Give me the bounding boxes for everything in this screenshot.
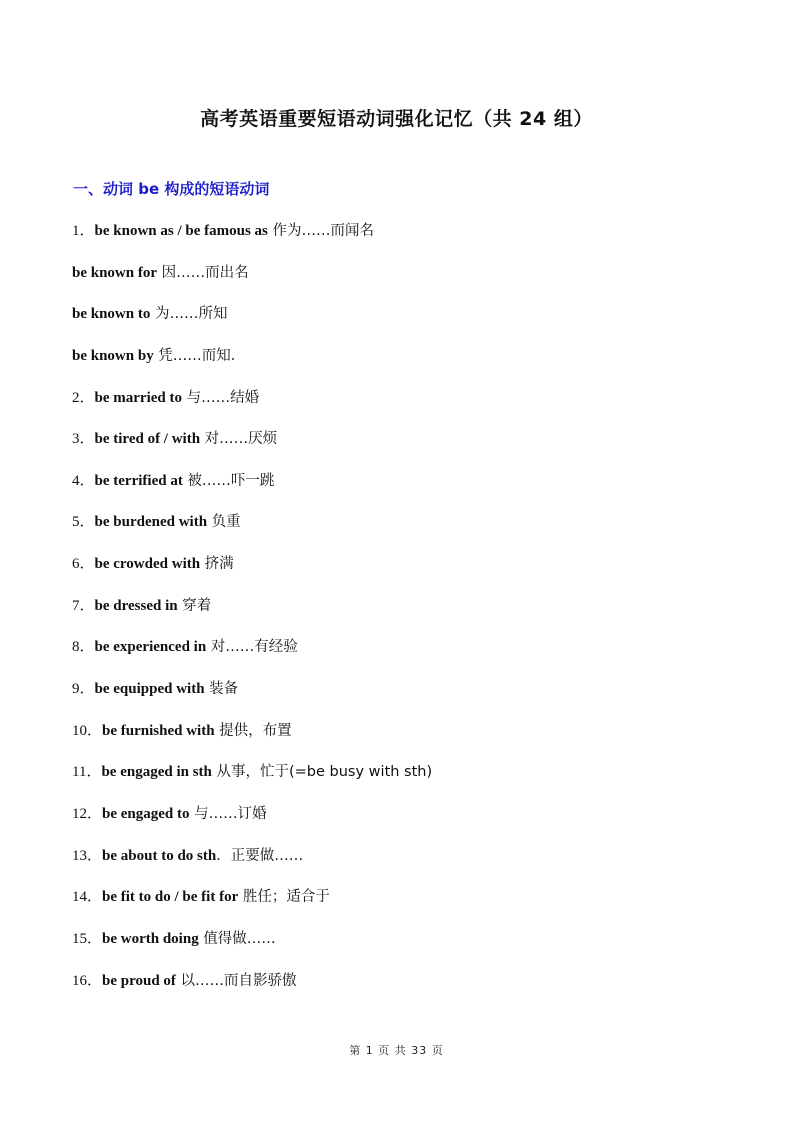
- item-number: 12．: [72, 805, 103, 822]
- item-meaning: ．正要做……: [216, 847, 304, 864]
- item-phrase: be furnished with: [102, 722, 215, 739]
- list-item: [72, 678, 732, 720]
- list-item: [72, 720, 732, 762]
- list-item: [72, 262, 732, 304]
- item-meaning: 被……吓一跳: [182, 472, 275, 489]
- item-number: 8．: [72, 639, 95, 656]
- list-item: [72, 345, 732, 387]
- item-phrase: be terrified at: [94, 472, 183, 489]
- list-item: [72, 970, 732, 1012]
- item-meaning: 作为……而闻名: [267, 223, 374, 239]
- list-item: [72, 387, 732, 429]
- item-meaning: 从事，忙于(=be busy with sth): [211, 764, 433, 781]
- item-meaning: 值得做……: [198, 930, 276, 947]
- item-meaning: 负重: [207, 514, 241, 531]
- item-number: 16．: [72, 972, 103, 989]
- item-number: 9．: [72, 681, 95, 698]
- phrase-list: [72, 220, 732, 1011]
- item-number: 6．: [72, 556, 95, 573]
- item-number: 7．: [72, 597, 95, 614]
- item-phrase: be engaged to: [102, 805, 190, 822]
- item-number: 2．: [72, 389, 95, 406]
- item-meaning: 凭……而知．: [153, 347, 246, 364]
- item-phrase: be about to do sth: [102, 847, 217, 864]
- item-phrase: be fit to do / be fit for: [102, 889, 239, 906]
- list-item: [72, 428, 732, 470]
- item-meaning: 装备: [204, 681, 239, 698]
- item-phrase: be proud of: [102, 972, 176, 989]
- item-phrase: be crowded with: [94, 556, 201, 573]
- list-item: [72, 553, 732, 595]
- list-item: [72, 845, 732, 887]
- item-meaning: 因……而出名: [157, 264, 249, 281]
- item-number: 14．: [72, 889, 103, 906]
- item-phrase: be engaged in sth: [101, 764, 212, 781]
- list-item: [72, 886, 732, 928]
- item-phrase: be tired of / with: [94, 431, 201, 448]
- item-meaning: 提供，布置: [214, 722, 292, 739]
- item-phrase: be worth doing: [102, 930, 199, 947]
- item-phrase: be married to: [94, 389, 182, 406]
- item-number: 5．: [72, 514, 95, 531]
- item-phrase: be known to: [72, 306, 151, 323]
- item-phrase: be burdened with: [94, 514, 208, 531]
- item-phrase: be known for: [72, 264, 158, 281]
- list-item: [72, 636, 732, 678]
- item-meaning: 穿着: [177, 597, 212, 614]
- list-item: [72, 220, 732, 262]
- item-number: 3．: [72, 431, 95, 448]
- item-number: 4．: [72, 472, 95, 489]
- list-item: [72, 928, 732, 970]
- item-phrase: be equipped with: [94, 681, 205, 698]
- item-meaning: 与……订婚: [189, 805, 267, 822]
- item-meaning: 为……所知: [150, 306, 228, 323]
- item-number: 1．: [72, 223, 95, 239]
- list-item: [72, 803, 732, 845]
- item-phrase: be experienced in: [94, 639, 207, 656]
- list-item: [72, 303, 732, 345]
- item-number: 11．: [72, 764, 102, 781]
- list-item: [72, 595, 732, 637]
- item-phrase: be known as / be famous as: [94, 223, 268, 239]
- item-phrase: be known by: [72, 347, 154, 364]
- page-title: 高考英语重要短语动词强化记忆（共 24 组）: [200, 108, 593, 130]
- item-meaning: 以……而自影骄傲: [175, 972, 297, 989]
- item-meaning: 挤满: [200, 556, 234, 573]
- item-number: 15．: [72, 930, 103, 947]
- item-meaning: 对……厌烦: [200, 431, 278, 448]
- list-item: [72, 511, 732, 553]
- list-item: [72, 761, 732, 803]
- item-number: 10．: [72, 722, 103, 739]
- list-item: [72, 470, 732, 512]
- item-meaning: 与……结婚: [182, 389, 260, 406]
- page-footer: 第 1 页 共 33 页: [349, 1044, 444, 1057]
- section-heading: 一、动词 be 构成的短语动词: [73, 180, 270, 198]
- item-meaning: 对……有经验: [206, 639, 298, 656]
- item-number: 13．: [72, 847, 103, 864]
- item-meaning: 胜任；适合于: [238, 889, 330, 906]
- item-phrase: be dressed in: [94, 597, 178, 614]
